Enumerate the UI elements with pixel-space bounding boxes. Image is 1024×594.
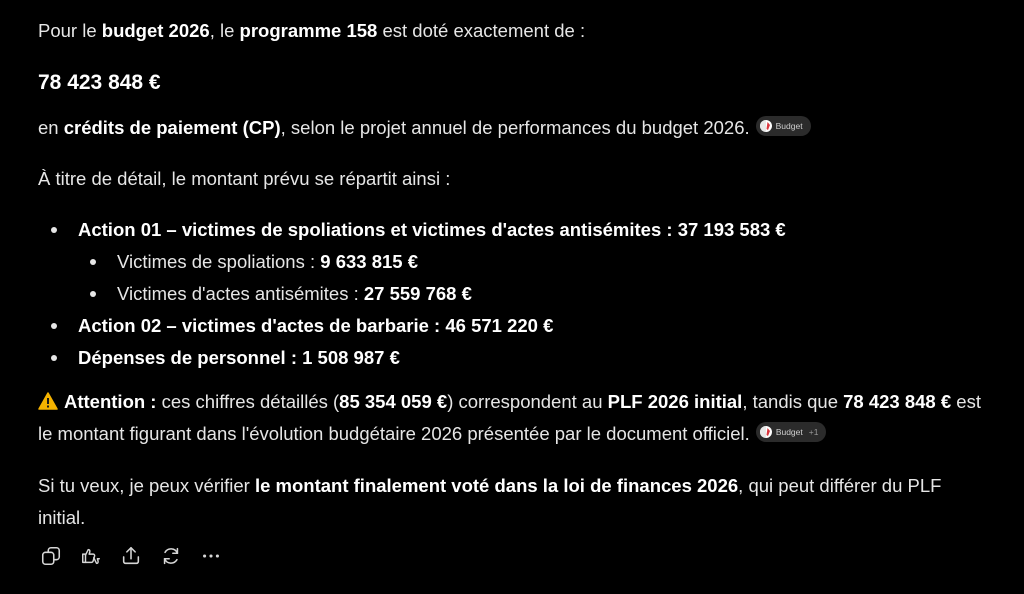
source-chip-budget-plus[interactable]: Budget +1 [756,422,827,442]
more-button[interactable] [198,543,224,569]
list-item: Action 01 – victimes de spoliations et victimes d'actes antisémites : 37 193 583 € [38,215,786,247]
more-icon [200,545,222,567]
warning-paragraph: Attention : ces chiffres détaillés (85 354 059 €) correspondent au PLF 2026 initial, tandis que 78 423 848 € est le montant figurant dans l'évolution budgétaire 2026 présentée par le document officiel. Budget +1 [38,391,981,444]
program-number: programme 158 [239,20,378,41]
share-button[interactable] [118,543,144,569]
total-amount: 78 423 848 € [38,71,161,94]
copy-icon [40,545,62,567]
thumbs-icon [80,545,102,567]
source-logo-icon [760,120,772,132]
followup-paragraph: Si tu veux, je peux vérifier le montant finalement voté dans la loi de finances 2026, qui peut différer du PLF initial. [38,475,942,528]
source-logo-icon [760,426,772,438]
copy-button[interactable] [38,543,64,569]
breakdown-list [38,215,786,375]
feedback-button[interactable] [78,543,104,569]
list-item: Victimes de spoliations : 9 633 815 € [38,247,786,279]
warning-icon [38,392,58,410]
regenerate-button[interactable] [158,543,184,569]
share-icon [120,545,142,567]
detail-intro: À titre de détail, le montant prévu se répartit ainsi : [38,168,451,189]
budget-year: budget 2026 [101,20,210,41]
sub-list-container [38,247,786,311]
list-item: Action 02 – victimes d'actes de barbarie : 46 571 220 € [38,311,786,343]
regenerate-icon [160,545,182,567]
list-item: Dépenses de personnel : 1 508 987 € [38,343,786,375]
intro-paragraph: Pour le budget 2026, le programme 158 est doté exactement de : [38,20,586,41]
sub-list [78,247,786,311]
source-paragraph: en crédits de paiement (CP), selon le projet annuel de performances du budget 2026. Budget [38,113,811,143]
list-item: Victimes d'actes antisémites : 27 559 768 € [38,279,786,311]
message-actions [38,543,224,569]
source-chip-budget[interactable]: Budget [756,116,811,136]
